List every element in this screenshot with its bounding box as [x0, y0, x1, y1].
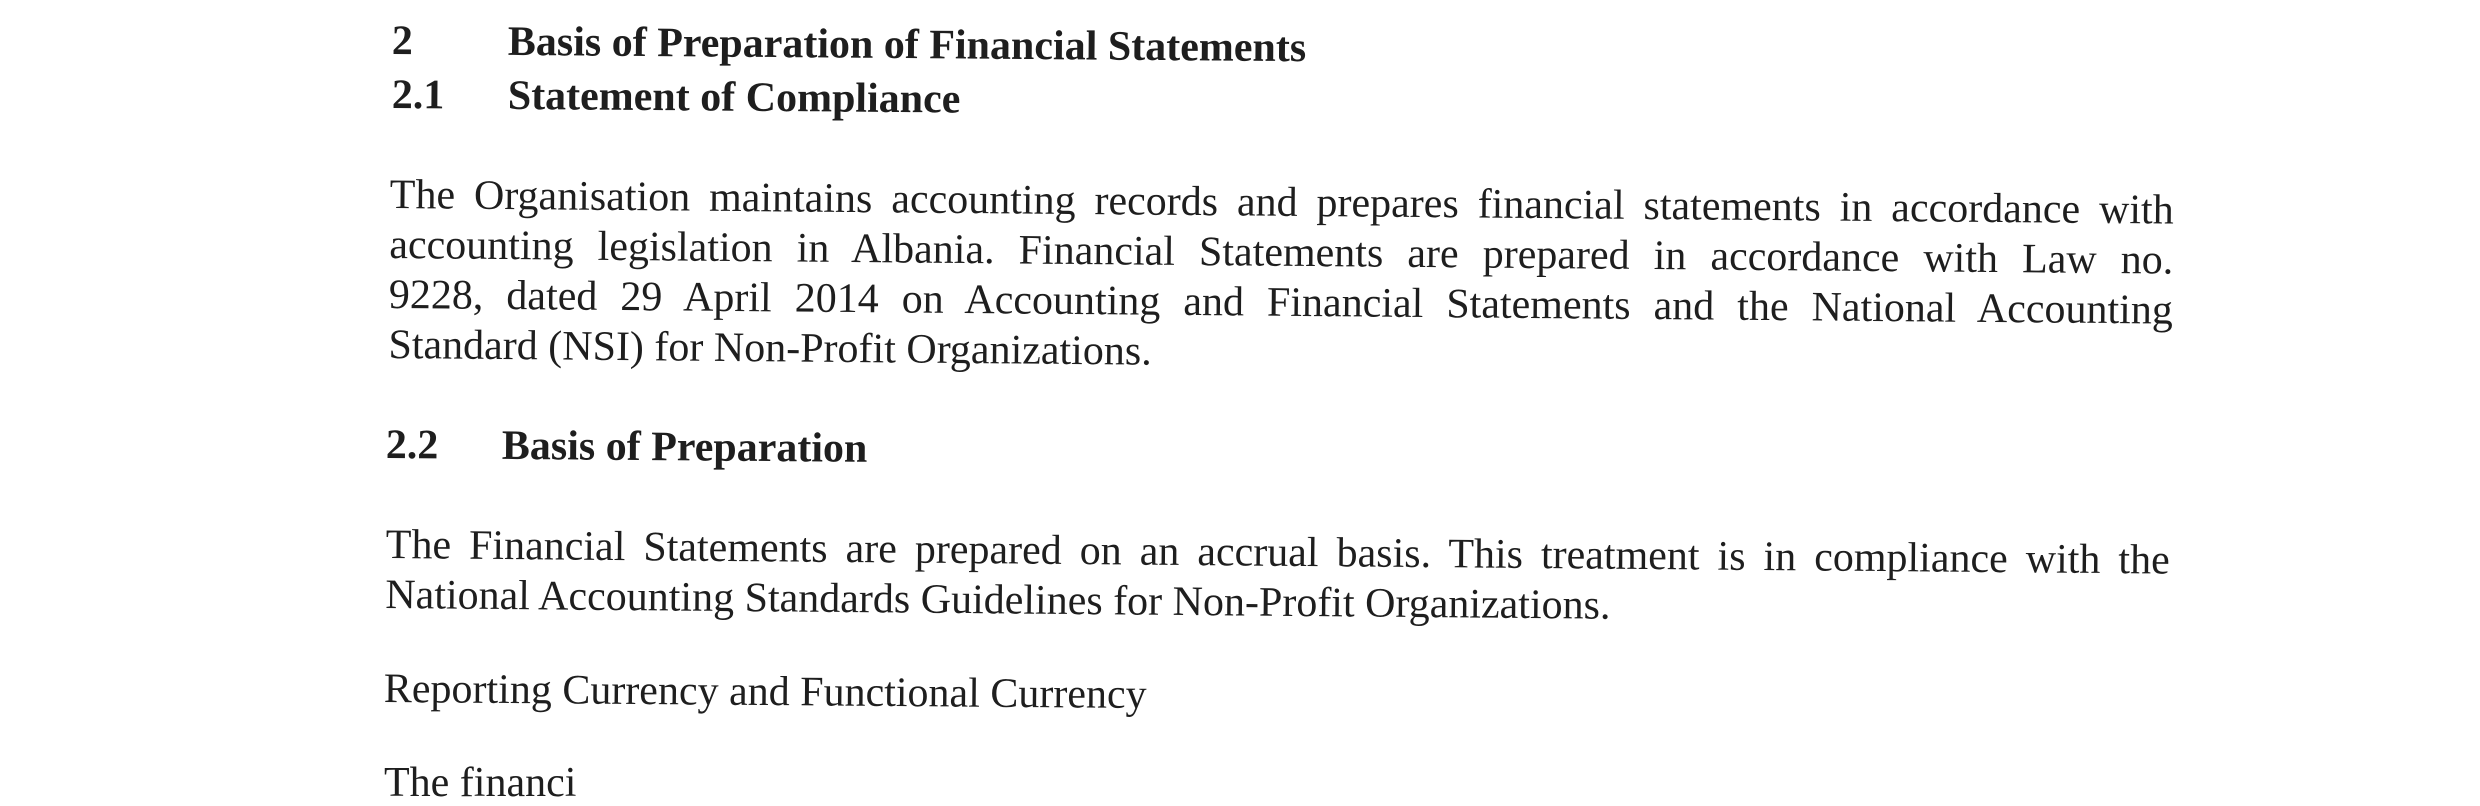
section-title: Basis of Preparation of Financial Statements	[507, 18, 1307, 72]
compliance-paragraph	[388, 170, 2174, 386]
basis-paragraph	[385, 520, 2170, 636]
section-heading-2-2	[385, 422, 868, 472]
paragraph-line: The Financial Statements are prepared on an accrual basis. This treatment is in compliance with the	[385, 521, 2170, 584]
section-title: Statement of Compliance	[507, 72, 961, 123]
section-number: 2	[391, 18, 413, 65]
paragraph-line: 9228, dated 29 April 2014 on Accounting and Financial Statements and the National Accounting	[388, 271, 2174, 334]
paragraph-line: National Accounting Standards Guidelines for Non-Profit Organizations.	[385, 571, 1611, 629]
section-heading-2-1	[391, 72, 961, 123]
cut-off-text: The financi	[384, 760, 577, 806]
section-number: 2.2	[385, 422, 439, 469]
paragraph-line: Standard (NSI) for Non-Profit Organizations.	[388, 321, 1152, 375]
paragraph-line: The Organisation maintains accounting records and prepares financial statements in accordance with	[389, 171, 2174, 234]
section-heading-2	[391, 18, 1307, 72]
paragraph-line: accounting legislation in Albania. Financial Statements are prepared in accordance with Law no.	[389, 221, 2174, 284]
section-number: 2.1	[391, 72, 445, 119]
currency-subheading: Reporting Currency and Functional Currency	[383, 666, 1147, 718]
section-title: Basis of Preparation	[501, 422, 868, 472]
